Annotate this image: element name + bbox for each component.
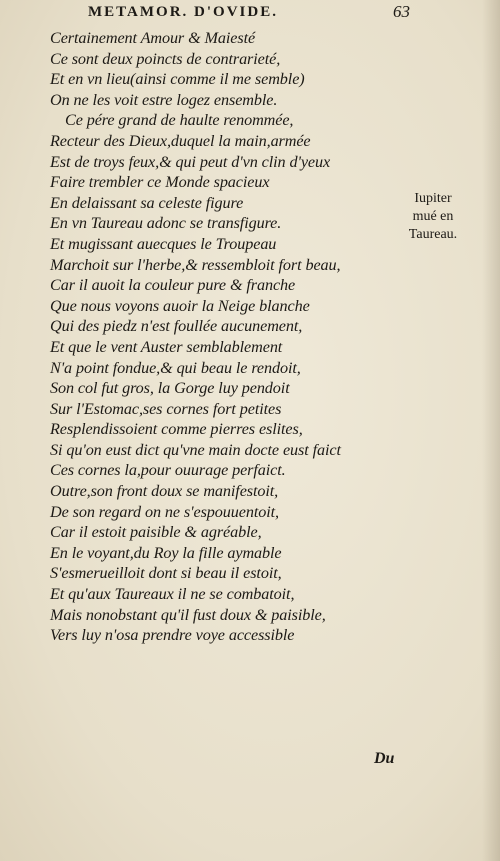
verse-line: De son regard on ne s'espouuentoit, xyxy=(50,502,279,521)
verse-line: Certainement Amour & Maiesté xyxy=(50,29,256,47)
verse-line: Et en vn lieu(ainsi comme il me semble) xyxy=(50,70,305,89)
catchword: Du xyxy=(374,750,395,767)
verse-line: Marchoit sur l'herbe,& ressembloit fort beau, xyxy=(50,255,341,274)
verse-line: Son col fut gros, la Gorge luy pendoit xyxy=(50,379,290,398)
verse-line: Resplendissoient comme pierres eslites, xyxy=(50,420,303,439)
page-edge-shadow xyxy=(482,0,500,861)
verse-line: Car il estoit paisible & agréable, xyxy=(50,523,262,542)
marginal-note-line: mué en xyxy=(412,209,454,224)
page-header xyxy=(60,2,480,24)
verse-line: Et qu'aux Taureaux il ne se combatoit, xyxy=(50,585,295,604)
verse-line: Outre,son front doux se manifestoit, xyxy=(50,482,279,501)
verse-line: En vn Taureau adonc se transfigure. xyxy=(50,214,282,233)
verse-line: N'a point fondue,& qui beau le rendoit, xyxy=(50,358,301,377)
verse-line: Et mugissant auecques le Troupeau xyxy=(50,234,277,253)
verse-line: Ce pére grand de haulte renommée, xyxy=(65,111,294,130)
verse-line: Faire trembler ce Monde spacieux xyxy=(50,173,270,192)
page-number: 63 xyxy=(393,2,410,21)
verse-line: Mais nonobstant qu'il fust doux & paisible, xyxy=(50,605,326,624)
verse-line: Et que le vent Auster semblablement xyxy=(50,337,283,356)
verse-line: Qui des piedz n'est foullée aucunement, xyxy=(50,317,303,336)
verse-line: S'esmerueilloit dont si beau il estoit, xyxy=(50,564,282,583)
verse-list xyxy=(50,28,400,646)
verse-line: Si qu'on eust dict qu'vne main docte eust faict xyxy=(50,440,341,459)
marginal-note xyxy=(398,190,468,244)
verse-line: Ces cornes la,pour ouurage perfaict. xyxy=(50,461,286,480)
verse-line: En le voyant,du Roy la fille aymable xyxy=(50,543,282,562)
verse-line: Recteur des Dieux,duquel la main,armée xyxy=(50,131,311,150)
marginal-note-line: Iupiter xyxy=(414,191,452,206)
verse-line: Sur l'Estomac,ses cornes fort petites xyxy=(50,399,282,418)
verse-line: Est de troys feux,& qui peut d'vn clin d'yeux xyxy=(50,152,331,171)
verse-line: On ne les voit estre logez ensemble. xyxy=(50,90,278,109)
verse-line: Vers luy n'osa prendre voye accessible xyxy=(50,626,295,645)
verse-line: Car il auoit la couleur pure & franche xyxy=(50,276,296,295)
verse-line: En delaissant sa celeste figure xyxy=(50,193,244,212)
verse-line: Que nous voyons auoir la Neige blanche xyxy=(50,296,310,315)
running-title: METAMOR. D'OVIDE. xyxy=(88,4,278,20)
verse-line: Ce sont deux poincts de contrarieté, xyxy=(50,49,281,68)
marginal-note-line: Taureau. xyxy=(408,227,458,242)
